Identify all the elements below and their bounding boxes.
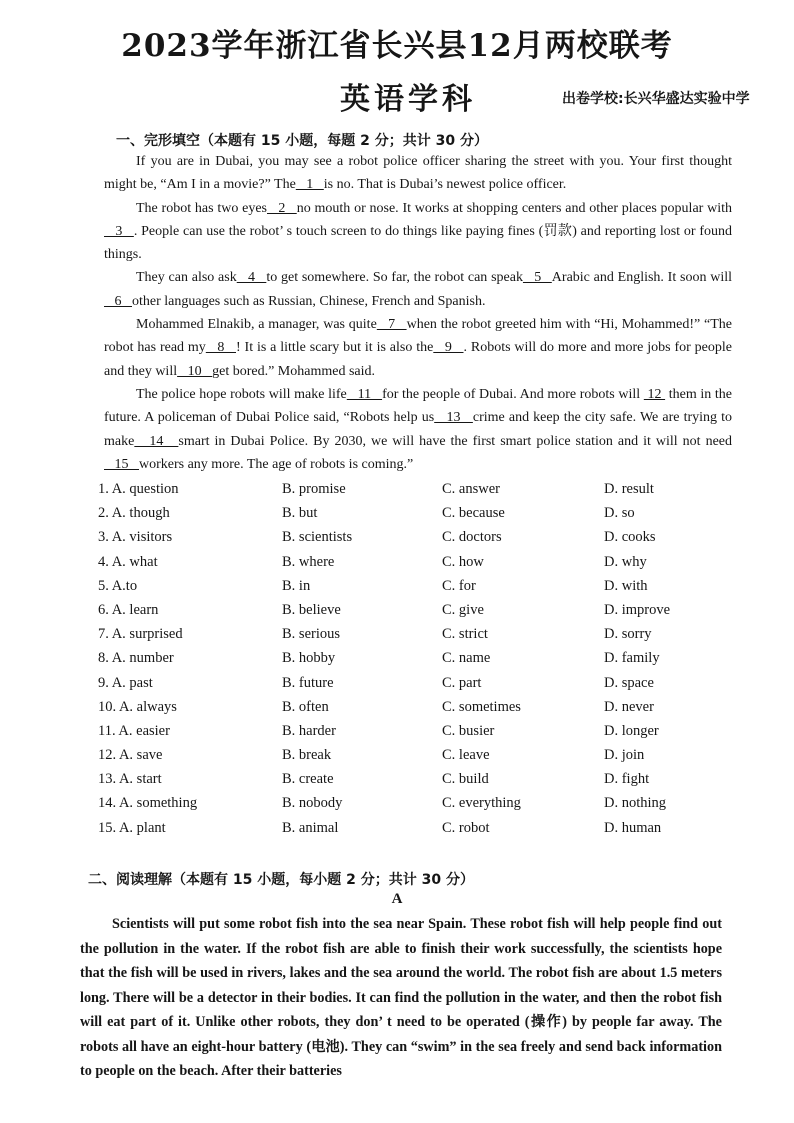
option-row bbox=[98, 623, 738, 647]
option-choice: B. break bbox=[282, 747, 332, 764]
passage-text: get bored.” Mohammed said. bbox=[212, 363, 376, 379]
option-row bbox=[98, 526, 738, 550]
option-choice: 3. A. visitors bbox=[98, 529, 173, 546]
blank: 9 bbox=[433, 340, 464, 356]
passage-text: . People can use the robot’ s touch screen to do things like paying fines (罚款) and reporting lost or found things. bbox=[104, 223, 732, 263]
passage-text: . Robots will do more and more jobs for people and they will bbox=[104, 340, 732, 379]
option-row bbox=[98, 551, 738, 575]
option-choice: D. with bbox=[604, 577, 648, 594]
blank: 15 bbox=[104, 456, 139, 472]
option-choice: C. robot bbox=[442, 819, 490, 836]
option-row bbox=[98, 672, 738, 696]
exam-title: 2023学年浙江省长兴县12月两校联考 bbox=[121, 28, 673, 64]
option-choice: B. scientists bbox=[282, 529, 353, 546]
passage-text: Arabic and English. It soon will bbox=[551, 270, 732, 286]
option-choice: D. join bbox=[604, 747, 645, 764]
option-row bbox=[98, 720, 738, 744]
option-choice: C. how bbox=[442, 553, 484, 570]
passage-text: when the robot greeted him with “Hi, Mohammed!” “The robot has read my bbox=[104, 317, 733, 356]
option-choice: 6. A. learn bbox=[98, 601, 159, 618]
cloze-paragraph bbox=[104, 313, 732, 383]
option-choice: 13. A. start bbox=[98, 771, 162, 788]
school-name: 出卷学校:长兴华盛达实验中学 bbox=[562, 91, 750, 107]
passage-text: workers any more. The age of robots is coming.” bbox=[139, 456, 414, 472]
blank: 11 bbox=[346, 386, 383, 402]
option-choice: D. so bbox=[604, 505, 635, 522]
option-choice: 15. A. plant bbox=[98, 819, 166, 836]
option-choice: D. never bbox=[604, 698, 654, 715]
passage-text: ! It is a little scary but it is also the bbox=[236, 340, 434, 356]
option-choice: 2. A. though bbox=[98, 505, 170, 522]
option-choice: D. nothing bbox=[604, 795, 667, 812]
passage-text: them in the future. A policeman of Dubai Police said, “Robots help us bbox=[104, 386, 732, 426]
passage-text: crime and keep the city safe. We are trying to make bbox=[104, 410, 733, 449]
blank: 1 bbox=[295, 177, 324, 193]
option-choice: C. everything bbox=[442, 795, 521, 812]
blank: 12 bbox=[643, 386, 666, 402]
option-choice: C. because bbox=[442, 505, 505, 522]
option-choice: D. fight bbox=[604, 771, 650, 788]
section2-heading: 二、阅读理解（本题有 15 小题，每小题 2 分；共计 30 分） bbox=[88, 872, 474, 888]
passage-text: to get somewhere. So far, the robot can speak bbox=[266, 270, 523, 286]
option-choice: B. where bbox=[282, 553, 335, 570]
passage-text: Mohammed Elnakib, a manager, was quite bbox=[136, 317, 377, 333]
option-choice: 1. A. question bbox=[98, 481, 179, 497]
option-choice: C. give bbox=[442, 601, 484, 618]
option-choice: B. create bbox=[282, 771, 334, 788]
option-choice: B. serious bbox=[282, 626, 340, 643]
option-row bbox=[98, 817, 738, 841]
option-choice: B. future bbox=[282, 674, 334, 691]
option-row bbox=[98, 502, 738, 526]
passage-label: A bbox=[391, 891, 403, 907]
option-choice: 8. A. number bbox=[98, 650, 174, 667]
option-choice: B. nobody bbox=[282, 795, 343, 812]
passage-text: no mouth or nose. It works at shopping centers and other places popular with bbox=[296, 200, 733, 216]
option-choice: C. leave bbox=[442, 747, 490, 764]
option-choice: D. improve bbox=[604, 601, 671, 618]
option-choice: D. space bbox=[604, 674, 654, 691]
option-choice: 9. A. past bbox=[98, 674, 153, 691]
option-choice: 7. A. surprised bbox=[98, 626, 183, 643]
blank: 5 bbox=[522, 270, 552, 286]
blank: 4 bbox=[236, 270, 267, 286]
blank: 7 bbox=[376, 317, 407, 333]
option-choice: D. longer bbox=[604, 722, 659, 739]
option-row bbox=[98, 647, 738, 671]
option-choice: C. build bbox=[442, 771, 489, 788]
option-choice: D. family bbox=[604, 650, 660, 667]
blank: 10 bbox=[177, 363, 213, 379]
cloze-passage bbox=[104, 150, 732, 476]
option-choice: C. sometimes bbox=[442, 698, 521, 715]
option-choice: C. for bbox=[442, 577, 476, 594]
option-choice: 10. A. always bbox=[98, 698, 177, 715]
cloze-paragraph bbox=[104, 150, 732, 197]
option-choice: 5. A.to bbox=[98, 577, 138, 594]
passage-text: is no. That is Dubai’s newest police officer. bbox=[323, 177, 567, 193]
option-choice: C. name bbox=[442, 650, 491, 667]
blank: 13 bbox=[434, 410, 473, 426]
section1-heading: 一、完形填空（本题有 15 小题，每题 2 分；共计 30 分） bbox=[116, 133, 488, 149]
option-row bbox=[98, 696, 738, 720]
passage-text: The police hope robots will make life bbox=[136, 386, 347, 402]
option-choice: D. why bbox=[604, 553, 647, 570]
option-choice: B. harder bbox=[282, 722, 336, 739]
option-choice: 14. A. something bbox=[98, 795, 198, 812]
option-choice: B. promise bbox=[282, 481, 346, 497]
cloze-paragraph bbox=[104, 266, 732, 313]
option-choice: D. result bbox=[604, 481, 654, 497]
blank: 3 bbox=[104, 223, 134, 239]
option-choice: C. doctors bbox=[442, 529, 502, 546]
option-choice: D. sorry bbox=[604, 626, 652, 643]
option-row bbox=[98, 744, 738, 768]
passage-text: smart in Dubai Police. By 2030, we will have the first smart police station and it will not need bbox=[178, 433, 732, 449]
blank: 8 bbox=[205, 340, 236, 356]
option-choice: B. often bbox=[282, 698, 329, 715]
passage-text: for the people of Dubai. And more robots will bbox=[382, 386, 644, 402]
reading-passage-a bbox=[80, 912, 722, 1084]
option-row bbox=[98, 792, 738, 816]
option-choice: B. animal bbox=[282, 819, 339, 836]
blank: 6 bbox=[104, 293, 132, 309]
option-choice: B. in bbox=[282, 577, 311, 594]
reading-paragraph: Scientists will put some robot fish into the sea near Spain. These robot fish will help people find out the pollution in the water. If the robot fish are able to finish their work successfully, the scientists hope that the fish will be used in rivers, lakes and the sea around the world. The robot fish are about 1.5 meters long. There will be a detector in their bodies. It can find the pollution in the water, and then the robot fish will eat part of it. Unlike other robots, they don’ t need to be operated (操作) by people far away. The robots all have an eight-hour battery (电池). They can “swim” in the sea freely and send back information to people on the beach. After their batteries bbox=[80, 916, 722, 1079]
option-choice: B. but bbox=[282, 505, 318, 522]
blank: 14 bbox=[134, 433, 179, 449]
option-row bbox=[98, 768, 738, 792]
cloze-paragraph bbox=[104, 383, 732, 476]
option-choice: 4. A. what bbox=[98, 553, 158, 570]
passage-text: other languages such as Russian, Chinese, French and Spanish. bbox=[132, 293, 486, 309]
passage-text: The robot has two eyes bbox=[136, 200, 267, 216]
option-choice: 11. A. easier bbox=[98, 722, 170, 739]
subject-title: 英语学科 bbox=[340, 82, 476, 117]
passage-text: If you are in Dubai, you may see a robot police officer sharing the street with you. Your first thought might be, “Am I in a movie?” The bbox=[104, 154, 732, 193]
cloze-paragraph bbox=[104, 197, 732, 267]
option-choice: C. strict bbox=[442, 626, 488, 643]
option-row bbox=[98, 599, 738, 623]
blank: 2 bbox=[267, 200, 297, 216]
option-choice: B. believe bbox=[282, 601, 341, 618]
option-choice: C. busier bbox=[442, 722, 495, 739]
option-choice: B. hobby bbox=[282, 650, 336, 667]
option-choice: D. cooks bbox=[604, 529, 656, 546]
option-choice: 12. A. save bbox=[98, 747, 163, 764]
cloze-options bbox=[98, 478, 738, 841]
option-choice: C. part bbox=[442, 674, 482, 691]
passage-text: They can also ask bbox=[136, 270, 237, 286]
option-choice: D. human bbox=[604, 819, 662, 836]
option-row bbox=[98, 478, 738, 502]
option-choice: C. answer bbox=[442, 481, 500, 497]
option-row bbox=[98, 575, 738, 599]
